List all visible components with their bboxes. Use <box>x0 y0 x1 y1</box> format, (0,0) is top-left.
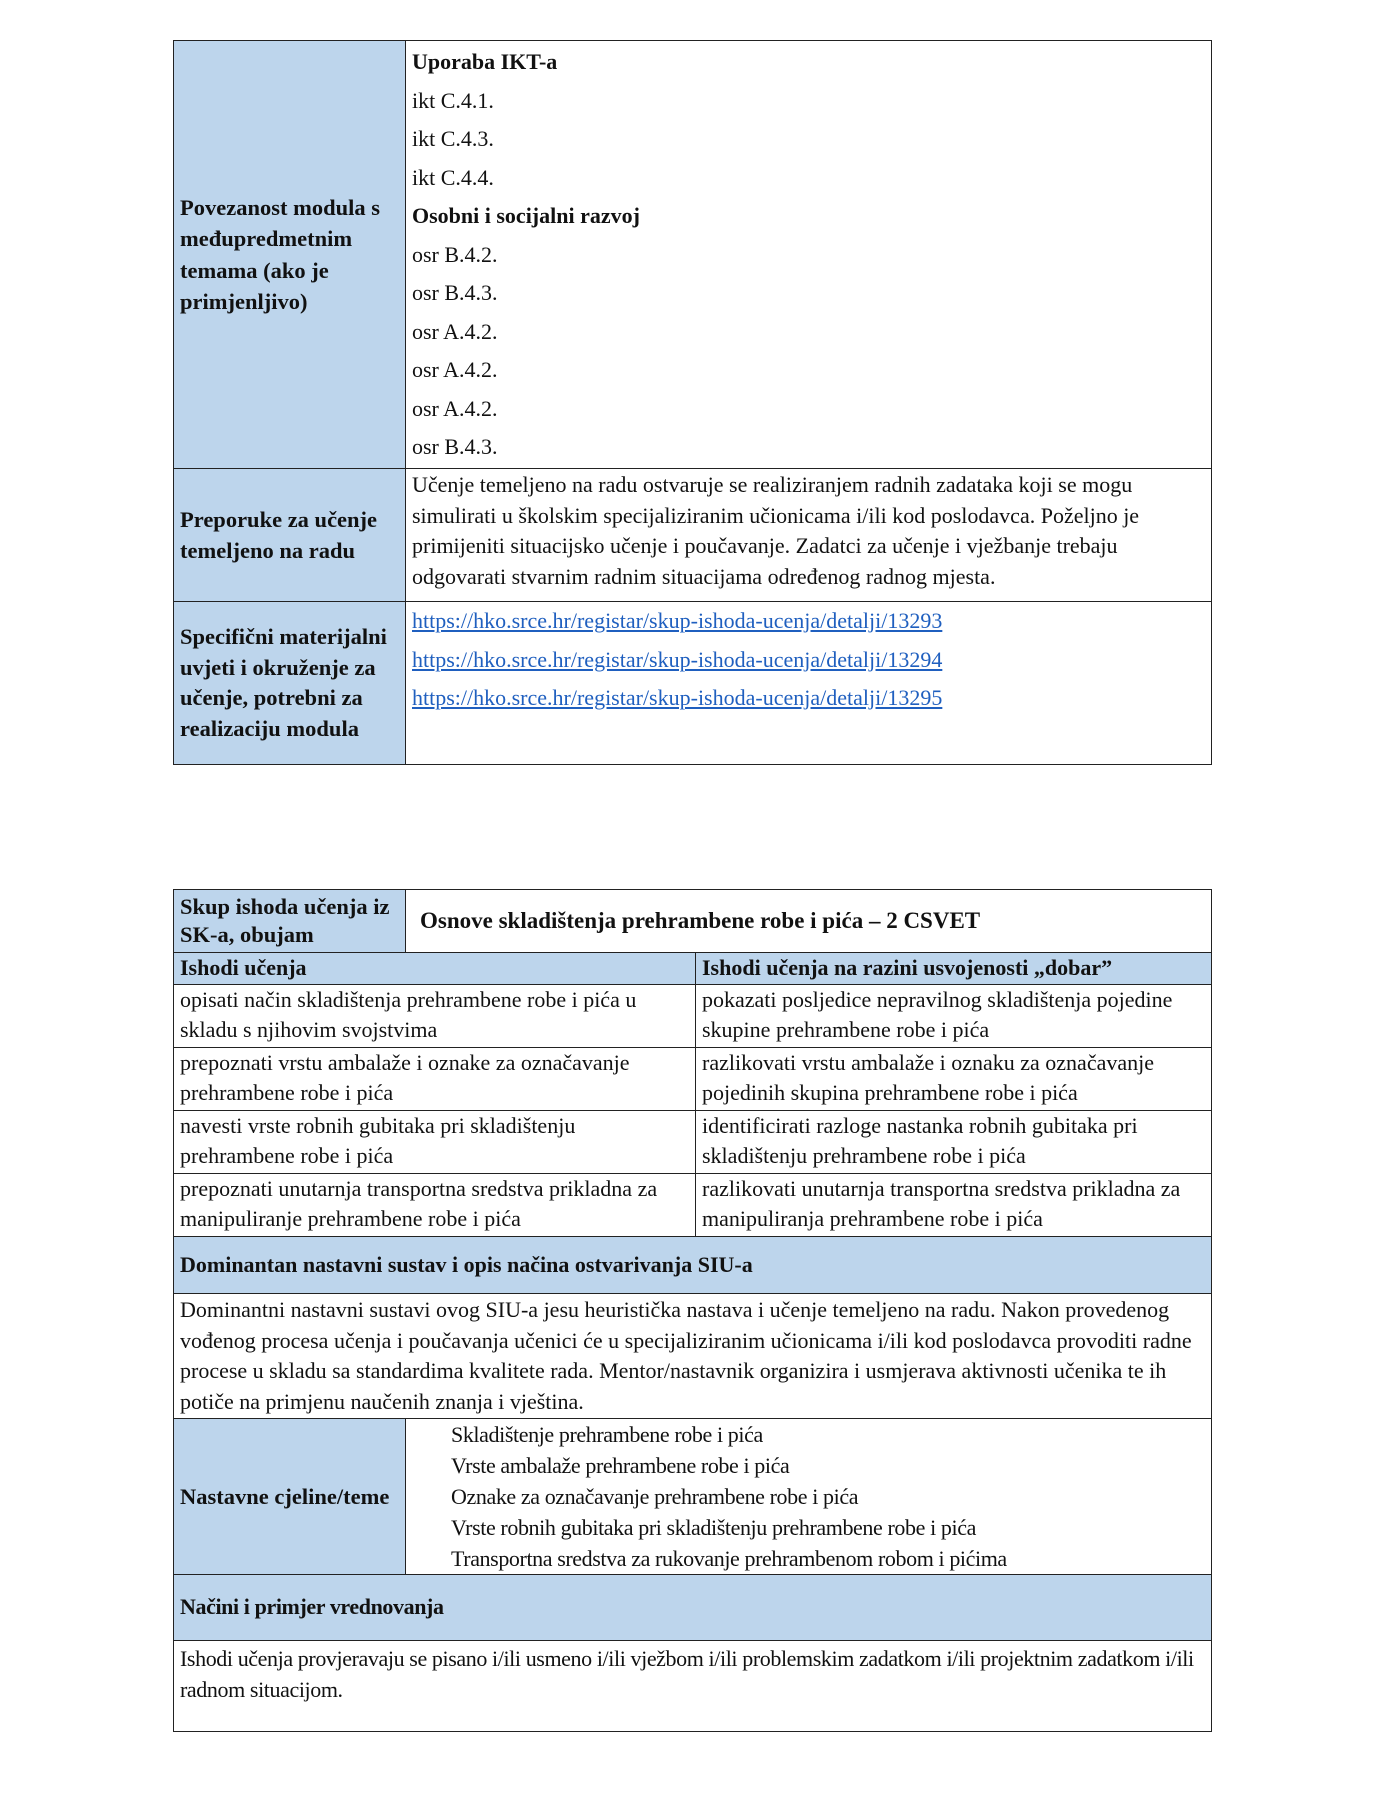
group-heading: Osobni i socijalni razvoj <box>412 203 640 228</box>
table-row <box>174 41 1212 469</box>
evaluation-text: Ishodi učenja provjeravaju se pisano i/ili usmeno i/ili vježbom i/ili problemskim zadatkom i/ili projektnim zadatkom i/ili radnom situacijom. <box>174 1641 1212 1732</box>
outcome-cell: prepoznati unutarnja transportna sredstva prikladna za manipuliranje prehrambene robe i pića <box>174 1174 696 1237</box>
register-link[interactable]: https://hko.srce.hr/registar/skup-ishoda-ucenja/detalji/13295 <box>412 685 943 710</box>
table-row <box>174 890 1212 953</box>
topic-code: osr B.4.2. <box>412 241 498 267</box>
outcome-cell: opisati način skladištenja prehrambene robe i pića u skladu s njihovim svojstvima <box>174 985 696 1048</box>
topic-code: osr A.4.2. <box>412 357 498 382</box>
register-link[interactable]: https://hko.srce.hr/registar/skup-ishoda-ucenja/detalji/13293 <box>412 608 943 633</box>
topic-code: osr B.4.3. <box>412 434 498 459</box>
row-label-work-based-learning: Preporuke za učenje temeljeno na radu <box>174 469 406 602</box>
set-label: Skup ishoda učenja iz SK-a, obujam <box>174 890 406 953</box>
table-row <box>174 1641 1212 1732</box>
material-conditions-links <box>406 602 1212 765</box>
column-header-outcomes-good: Ishodi učenja na razini usvojenosti „dobar” <box>696 953 1212 985</box>
topic-item: Oznake za označavanje prehrambene robe i pića <box>451 1484 859 1509</box>
table-row <box>174 1294 1212 1419</box>
outcome-good-cell: razlikovati vrstu ambalaže i oznaku za označavanje pojedinih skupina prehrambene robe i pića <box>696 1048 1212 1111</box>
set-value: Osnove skladištenja prehrambene robe i pića – 2 CSVET <box>406 890 1212 953</box>
topic-code: ikt C.4.3. <box>412 126 494 151</box>
outcome-good-cell: pokazati posljedice nepravilnog skladištenja pojedine skupine prehrambene robe i pića <box>696 985 1212 1048</box>
module-info-table <box>173 40 1212 765</box>
topic-code: osr A.4.2. <box>412 395 498 421</box>
teaching-system-text: Dominantni nastavni sustavi ovog SIU-a jesu heuristička nastava i učenje temeljeno na radu. Nakon provedenog vođenog procesa učenja i poučavanja učenici će u specijaliziranim učionicama i/ili kod poslodavca provoditi radne procese u skladu sa standardima kvalitete rada. Mentor/nastavnik organizira i usmjerava aktivnosti učenika te ih potiče na primjenu naučenih znanja i vještina. <box>174 1294 1212 1419</box>
topic-code: osr B.4.3. <box>412 280 498 305</box>
register-link[interactable]: https://hko.srce.hr/registar/skup-ishoda-ucenja/detalji/13294 <box>412 646 943 672</box>
work-based-learning-text: Učenje temeljeno na radu ostvaruje se realiziranjem radnih zadataka koji se mogu simulirati u školskim specijaliziranim učionicama i/ili kod poslodavca. Poželjno je primijeniti situacijsko učenje i poučavanje. Zadatci za učenje i vježbanje trebaju odgovarati stvarnim radnim situacijama određenog radnog mjesta. <box>406 469 1212 602</box>
outcome-cell: prepoznati vrstu ambalaže i oznake za označavanje prehrambene robe i pića <box>174 1048 696 1111</box>
section-header-row <box>174 1237 1212 1294</box>
table-row <box>174 1174 1212 1237</box>
topic-code: osr A.4.2. <box>412 318 498 344</box>
table-row <box>174 602 1212 765</box>
topic-code: ikt C.4.4. <box>412 164 494 190</box>
learning-outcomes-table <box>173 889 1212 1732</box>
topic-item: Vrste ambalaže prehrambene robe i pića <box>451 1453 790 1478</box>
topic-code: ikt C.4.1. <box>412 87 494 113</box>
group-heading: Uporaba IKT-a <box>412 49 558 74</box>
section-header-row <box>174 1575 1212 1641</box>
column-header-outcomes: Ishodi učenja <box>174 953 696 985</box>
cross-curricular-topics <box>406 41 1212 469</box>
row-label-cross-curricular: Povezanost modula s međupredmetnim temama (ako je primjenljivo) <box>174 41 406 469</box>
row-label-material-conditions: Specifični materijalni uvjeti i okruženje za učenje, potrebni za realizaciju modula <box>174 602 406 765</box>
topic-item: Transportna sredstva za rukovanje prehrambenom robom i pićima <box>451 1546 1007 1571</box>
teaching-system-heading: Dominantan nastavni sustav i opis načina ostvarivanja SIU-a <box>174 1237 1212 1294</box>
topic-item: Skladištenje prehrambene robe i pića <box>451 1422 763 1447</box>
topics-label: Nastavne cjeline/teme <box>174 1419 406 1575</box>
topic-item: Vrste robnih gubitaka pri skladištenju prehrambene robe i pića <box>451 1515 976 1540</box>
outcome-good-cell: identificirati razloge nastanka robnih gubitaka pri skladištenju prehrambene robe i pića <box>696 1111 1212 1174</box>
table-header-row <box>174 953 1212 985</box>
topics-list <box>406 1419 1212 1575</box>
outcome-good-cell: razlikovati unutarnja transportna sredstva prikladna za manipuliranja prehrambene robe i pića <box>696 1174 1212 1237</box>
table-row <box>174 985 1212 1048</box>
outcome-cell: navesti vrste robnih gubitaka pri skladištenju prehrambene robe i pića <box>174 1111 696 1174</box>
table-row <box>174 1111 1212 1174</box>
table-row <box>174 1048 1212 1111</box>
table-row <box>174 469 1212 602</box>
table-row <box>174 1419 1212 1575</box>
evaluation-heading: Načini i primjer vrednovanja <box>174 1575 1212 1641</box>
